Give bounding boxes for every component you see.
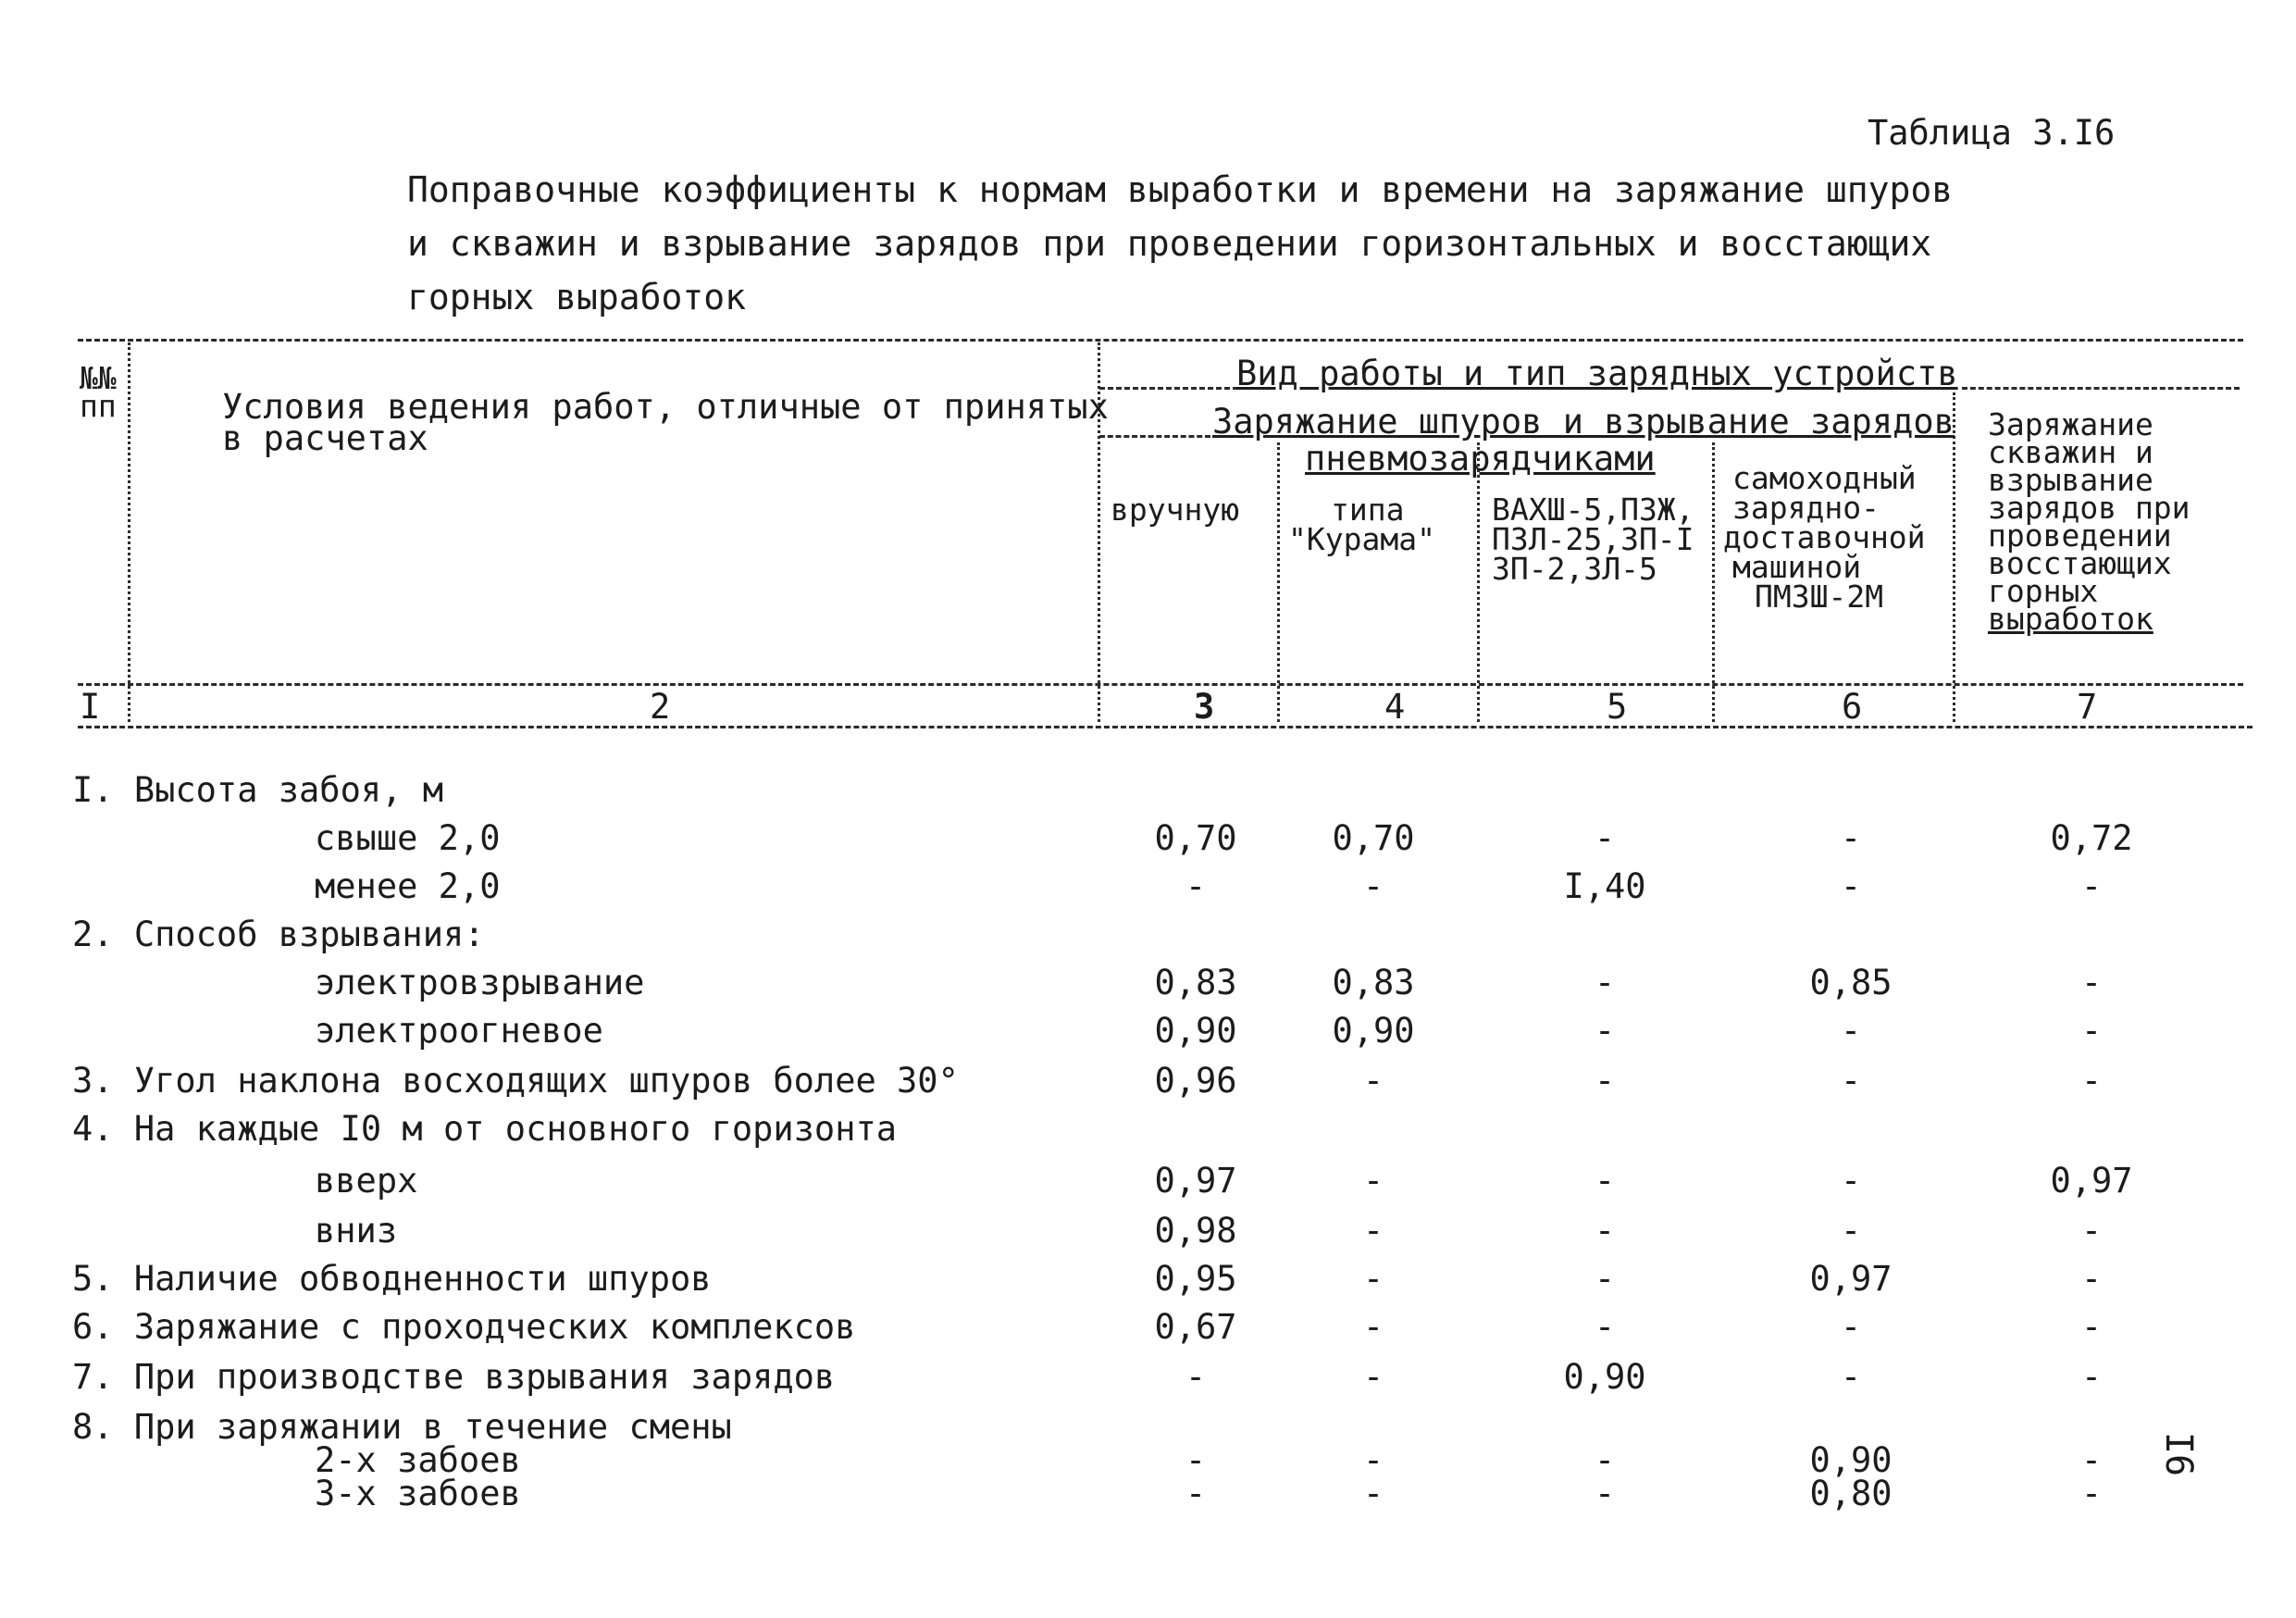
- conditions-header-line-1: Условия ведения работ, отличные от принятых: [222, 387, 1109, 427]
- row-value-col-6: -: [1840, 1161, 1862, 1201]
- row-value-col-4: -: [1362, 866, 1384, 906]
- table-caption-line-2: и скважин и взрывание зарядов при проведении горизонтальных и восстающих: [407, 223, 1932, 264]
- col7-header-line-5: проведении: [1988, 517, 2172, 554]
- col6-header-line-1: самоходный: [1732, 460, 1917, 496]
- col5-header-line-1: ВАХШ-5,ПЗЖ,: [1492, 492, 1694, 528]
- row-value-col-7: -: [2080, 1474, 2103, 1513]
- col6-header-line-3: доставочной: [1723, 519, 1926, 555]
- row-value-col-5: I,40: [1563, 866, 1646, 906]
- col7-header-line-4: зарядов при: [1988, 490, 2191, 526]
- row-value-col-3: 0,98: [1154, 1211, 1237, 1251]
- group-pneumo-header: пневмозарядчиками: [1305, 439, 1656, 479]
- row-value-col-3: -: [1185, 866, 1207, 906]
- row-value-col-3: 0,95: [1154, 1259, 1237, 1299]
- row-value-col-7: -: [2080, 1307, 2103, 1347]
- row-value-col-3: -: [1185, 1474, 1207, 1513]
- group-main-rule-left: [1099, 387, 1238, 390]
- row-value-col-3: 0,70: [1154, 818, 1237, 858]
- row-value-col-5: 0,90: [1563, 1357, 1646, 1397]
- row-value-col-4: 0,90: [1332, 1011, 1415, 1051]
- column-number-5: 5: [1607, 687, 1628, 727]
- row-value-col-5: -: [1594, 1161, 1616, 1201]
- row-label: I. Высота забоя, м: [72, 770, 443, 810]
- row-value-col-6: 0,80: [1809, 1474, 1893, 1513]
- column-number-6: 6: [1842, 687, 1863, 727]
- row-value-col-4: -: [1362, 1440, 1384, 1480]
- col7-header-line-1: Заряжание: [1988, 406, 2153, 442]
- col4-header-line-1: типа: [1331, 492, 1405, 528]
- row-value-col-4: 0,83: [1332, 963, 1415, 1002]
- column-number-1: I: [80, 687, 101, 727]
- row-value-col-6: 0,85: [1809, 963, 1893, 1002]
- col6-header-line-4: машиной: [1732, 549, 1862, 585]
- row-value-col-6: -: [1840, 1307, 1862, 1347]
- row-value-col-4: -: [1362, 1307, 1384, 1347]
- row-label: 5. Наличие обводненности шпуров: [72, 1259, 712, 1299]
- row-value-col-5: -: [1594, 1061, 1616, 1101]
- row-label: менее 2,0: [315, 866, 501, 906]
- row-label: 6. Заряжание с проходческих комплексов: [72, 1307, 856, 1347]
- conditions-header-line-2: в расчетах: [222, 418, 428, 458]
- row-value-col-6: -: [1840, 866, 1862, 906]
- row-value-col-4: -: [1362, 1211, 1384, 1251]
- row-value-col-7: -: [2080, 1011, 2103, 1051]
- number-header-line-2: пп: [80, 388, 117, 424]
- col7-header-line-6: восстающих: [1988, 545, 2172, 581]
- page-number: I6: [2157, 1431, 2201, 1477]
- col7-header-line-2: скважин и: [1988, 434, 2153, 470]
- number-header-line-1: №№: [80, 360, 117, 396]
- row-value-col-5: -: [1594, 1440, 1616, 1480]
- row-value-col-4: -: [1362, 1161, 1384, 1201]
- row-label: 3-х забоев: [315, 1474, 521, 1513]
- group-main-header: Вид работы и тип зарядных устройств: [1236, 354, 1958, 393]
- row-value-col-7: 0,97: [2050, 1161, 2133, 1201]
- row-value-col-5: -: [1594, 1259, 1616, 1299]
- divider-col-6: [1953, 392, 1955, 722]
- col7-header-line-3: взрывание: [1988, 462, 2153, 498]
- column-number-3: 3: [1194, 687, 1215, 727]
- row-label: электровзрывание: [315, 963, 645, 1002]
- row-value-col-5: -: [1594, 963, 1616, 1002]
- column-number-4: 4: [1384, 687, 1406, 727]
- column-number-2: 2: [650, 687, 671, 727]
- row-value-col-7: 0,72: [2050, 818, 2133, 858]
- col5-header-line-3: ЗП-2,ЗЛ-5: [1492, 551, 1657, 587]
- row-value-col-3: 0,97: [1154, 1161, 1237, 1201]
- row-value-col-5: -: [1594, 818, 1616, 858]
- row-label: свыше 2,0: [315, 818, 501, 858]
- row-value-col-7: -: [2080, 1259, 2103, 1299]
- col7-header-line-7: горных: [1988, 573, 2099, 609]
- header-bottom-rule: [78, 683, 2243, 686]
- row-label: 3. Угол наклона восходящих шпуров более 30°: [72, 1061, 959, 1101]
- row-label: 2-х забоев: [315, 1440, 521, 1480]
- row-value-col-4: 0,70: [1332, 818, 1415, 858]
- table-caption-line-1: Поправочные коэффициенты к нормам выработки и времени на заряжание шпуров: [407, 169, 1954, 210]
- divider-col-1: [128, 342, 130, 722]
- row-value-col-3: 0,67: [1154, 1307, 1237, 1347]
- row-value-col-6: -: [1840, 1011, 1862, 1051]
- divider-col-4: [1477, 442, 1480, 722]
- row-value-col-5: -: [1594, 1211, 1616, 1251]
- row-value-col-5: -: [1594, 1307, 1616, 1347]
- table-number: Таблица 3.I6: [1868, 113, 2116, 153]
- row-value-col-3: 0,83: [1154, 963, 1237, 1002]
- header-top-rule: [78, 339, 2243, 342]
- row-label: вниз: [315, 1211, 398, 1251]
- row-value-col-6: -: [1840, 1211, 1862, 1251]
- row-value-col-4: -: [1362, 1357, 1384, 1397]
- row-label: 7. При производстве взрывания зарядов: [72, 1357, 836, 1397]
- row-label: 4. На каждые I0 м от основного горизонта: [72, 1109, 898, 1149]
- row-value-col-7: -: [2080, 1061, 2103, 1101]
- row-value-col-6: -: [1840, 1061, 1862, 1101]
- group-shpur-rule-left: [1099, 435, 1210, 438]
- col3-header: вручную: [1111, 492, 1240, 528]
- row-value-col-3: 0,90: [1154, 1011, 1237, 1051]
- row-value-col-5: -: [1594, 1474, 1616, 1513]
- row-label: электроогневое: [315, 1011, 603, 1051]
- row-value-col-5: -: [1594, 1011, 1616, 1051]
- col5-header-line-2: ПЗЛ-25,ЗП-I: [1492, 521, 1694, 557]
- row-value-col-4: -: [1362, 1061, 1384, 1101]
- divider-col-5: [1712, 442, 1715, 722]
- row-value-col-7: -: [2080, 866, 2103, 906]
- row-label: 2. Способ взрывания:: [72, 915, 485, 954]
- row-value-col-6: 0,97: [1809, 1259, 1893, 1299]
- row-value-col-7: -: [2080, 1211, 2103, 1251]
- row-label: 8. При заряжании в течение смены: [72, 1407, 732, 1447]
- row-value-col-4: -: [1362, 1259, 1384, 1299]
- row-value-col-6: -: [1840, 1357, 1862, 1397]
- group-shpur-header: Заряжание шпуров и взрывание зарядов: [1212, 402, 1955, 442]
- divider-col-3: [1277, 442, 1280, 722]
- table-caption-line-3: горных выработок: [407, 277, 747, 317]
- group-main-rule-right: [1962, 387, 2240, 390]
- column-number-7: 7: [2077, 687, 2098, 727]
- col6-header-line-5: ПМЗШ-2М: [1755, 579, 1884, 615]
- col6-header-line-2: зарядно-: [1732, 490, 1880, 526]
- col7-header-line-8: выработок: [1988, 601, 2153, 637]
- row-value-col-6: 0,90: [1809, 1440, 1893, 1480]
- row-value-col-7: -: [2080, 963, 2103, 1002]
- column-numbers-rule: [78, 726, 2253, 728]
- row-value-col-3: -: [1185, 1440, 1207, 1480]
- col4-header-line-2: "Курама": [1288, 521, 1435, 557]
- row-value-col-3: -: [1185, 1357, 1207, 1397]
- row-value-col-6: -: [1840, 818, 1862, 858]
- row-label: вверх: [315, 1161, 418, 1201]
- row-value-col-3: 0,96: [1154, 1061, 1237, 1101]
- row-value-col-7: -: [2080, 1440, 2103, 1480]
- row-value-col-4: -: [1362, 1474, 1384, 1513]
- row-value-col-7: -: [2080, 1357, 2103, 1397]
